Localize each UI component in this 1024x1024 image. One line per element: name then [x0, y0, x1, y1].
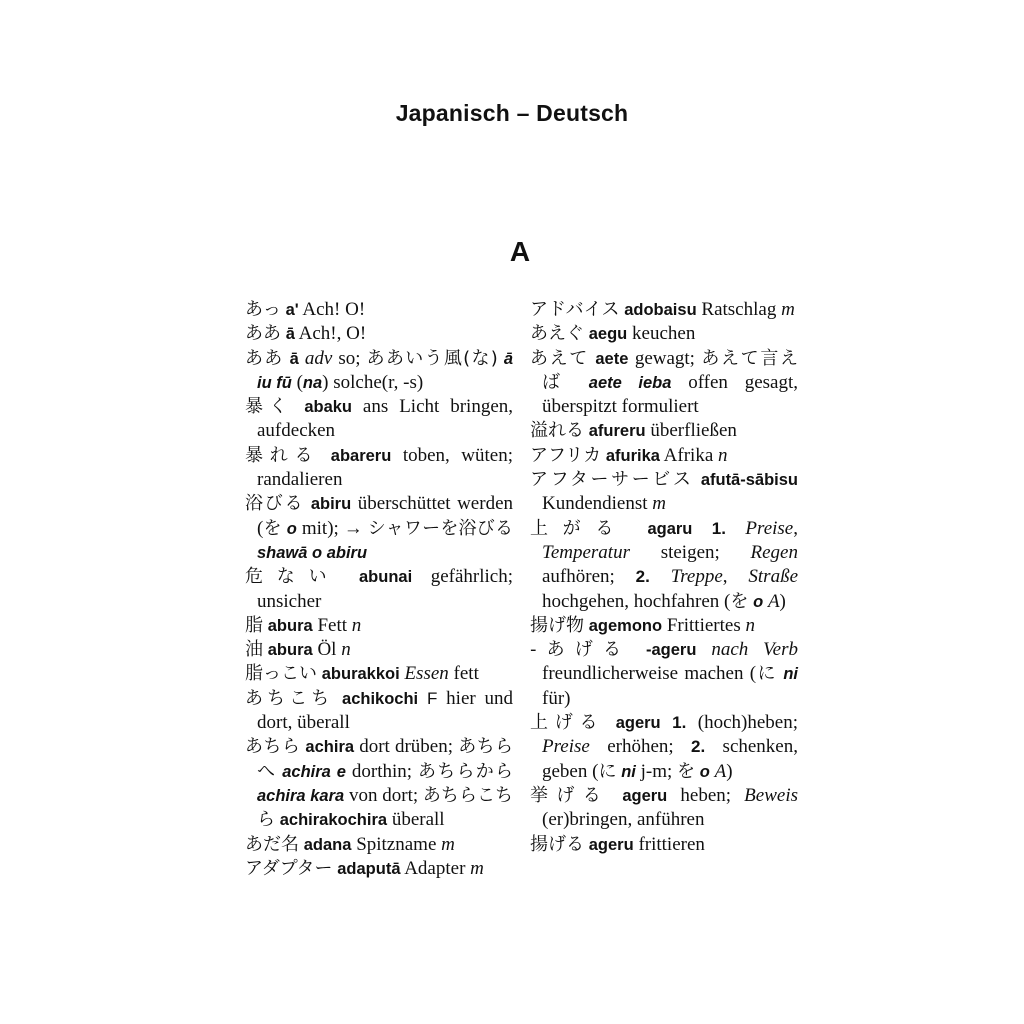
entry-text: ans Licht bringen, aufdecken — [257, 396, 514, 442]
dictionary-entry — [530, 322, 798, 346]
entry-text: gefährlich; unsicher — [257, 566, 514, 612]
entry-text — [693, 469, 700, 490]
entry-romanization: shawā o abiru — [257, 543, 368, 562]
entry-text: für) — [542, 687, 571, 709]
entry-text — [650, 566, 671, 587]
entry-grammar-label: n — [718, 444, 728, 466]
entry-text: fett — [448, 663, 479, 685]
dictionary-entry — [245, 857, 513, 881]
entry-romanization: ageru — [588, 835, 634, 854]
entry-headword: アドバイス — [530, 299, 620, 320]
dictionary-entry — [245, 687, 513, 736]
entry-grammar-label: Temperatur — [542, 541, 630, 563]
dictionary-entry — [245, 662, 513, 686]
entry-text: toben, wüten; randalieren — [257, 444, 513, 491]
entry-text: ( — [291, 371, 303, 393]
entry-text: Ach!, O! — [294, 323, 367, 345]
entry-headword: あちらから — [418, 760, 514, 782]
entry-headword: あっ — [245, 299, 281, 320]
entry-text: überall — [387, 809, 445, 831]
dictionary-entry — [530, 638, 798, 711]
entry-romanization: afurika — [605, 446, 660, 465]
entry-text: mit); → — [296, 517, 368, 539]
entry-text: Adapter — [400, 857, 471, 879]
entry-grammar-label: m — [470, 857, 484, 879]
dictionary-entry — [530, 347, 798, 420]
entry-romanization: abaku — [304, 398, 352, 417]
entry-romanization: adaputā — [337, 859, 401, 878]
entry-text: von dort; — [344, 784, 423, 806]
section-letter-heading: A — [509, 236, 531, 267]
entry-text: Afrika — [659, 444, 719, 466]
entry-romanization: agemono — [588, 616, 663, 635]
entry-headword: ああ — [245, 347, 284, 369]
entry-headword: 油 — [245, 639, 263, 661]
entry-text: so; — [332, 347, 367, 369]
dictionary-entry — [245, 735, 513, 832]
entry-grammar-label: Beweis — [744, 784, 798, 806]
entry-text: ) — [726, 760, 733, 782]
entry-romanization: afureru — [588, 422, 646, 441]
entry-romanization: o — [286, 519, 297, 538]
entry-romanization: aete — [595, 349, 629, 368]
entry-text: dort drüben; — [354, 736, 459, 758]
dictionary-entry — [530, 419, 798, 443]
entry-text: , — [793, 517, 798, 539]
entry-headword: あちこち — [245, 687, 334, 709]
entry-text: , — [722, 566, 749, 588]
entry-grammar-label: Treppe — [670, 566, 723, 588]
entry-text: erhöhen; — [589, 736, 692, 758]
entry-headword: 脂っこい — [245, 663, 317, 685]
entry-text: gewagt; — [628, 347, 702, 369]
entry-grammar-label: A — [714, 760, 727, 782]
entry-romanization: ageru — [622, 786, 668, 805]
entry-text: Ratschlag — [696, 299, 782, 320]
entry-romanization: o — [699, 762, 710, 781]
entry-headword: あちらへ — [257, 736, 514, 782]
entry-text — [628, 518, 647, 539]
entry-romanization: aete ieba — [588, 373, 672, 392]
entry-grammar-label: n — [341, 639, 351, 661]
entry-grammar-label: A — [767, 590, 780, 612]
entry-text — [692, 518, 711, 539]
entry-romanization: ageru — [615, 714, 661, 733]
entry-headword: シャワーを浴びる — [367, 517, 514, 539]
entry-headword: 浴びる — [245, 493, 305, 515]
entry-headword: を — [263, 517, 282, 539]
dictionary-column-right — [530, 298, 798, 857]
entry-text: offen gesagt, überspitzt formuliert — [542, 371, 798, 418]
entry-romanization: ni — [783, 665, 798, 684]
entry-text — [319, 445, 331, 466]
dictionary-entry — [530, 711, 798, 784]
entry-text: steigen; — [629, 541, 751, 563]
entry-romanization: a' — [285, 301, 299, 319]
entry-headword: あちら — [245, 736, 301, 758]
entry-text: hier und dort, überall — [257, 687, 514, 734]
entry-text: hochgehen, hochfahren ( — [542, 590, 731, 612]
entry-headword: あえぐ — [530, 323, 584, 345]
entry-romanization: abura — [267, 616, 313, 635]
entry-grammar-label: Preise — [745, 517, 794, 539]
entry-text: keuchen — [627, 323, 696, 345]
entry-romanization: o — [753, 592, 764, 611]
entry-text: überfließen — [645, 420, 737, 442]
dictionary-entry — [245, 833, 513, 857]
sense-number: 2. — [691, 737, 706, 757]
entry-romanization: ni — [621, 762, 636, 781]
dictionary-entry — [530, 833, 798, 857]
entry-text: schenken, geben ( — [542, 736, 798, 782]
entry-headword: アフリカ — [530, 444, 602, 466]
entry-text: F — [426, 688, 438, 708]
entry-headword: 揚げる — [530, 833, 584, 855]
entry-text: überschüttet werden ( — [257, 493, 514, 539]
entry-text: Frittiertes — [662, 614, 746, 636]
entry-grammar-label: m — [441, 833, 455, 855]
entry-romanization: ā — [289, 349, 299, 368]
entry-romanization: adana — [303, 835, 352, 854]
dictionary-entry — [245, 565, 513, 614]
entry-headword: あえて — [530, 347, 589, 369]
entry-romanization: na — [302, 373, 323, 392]
entry-headword: を — [677, 760, 696, 782]
entry-text: (hoch)heben; — [686, 712, 799, 734]
dictionary-entry — [245, 444, 513, 493]
dictionary-entry — [530, 298, 798, 322]
entry-romanization: ā iu fū — [257, 349, 514, 392]
entry-grammar-label: adv — [304, 347, 333, 369]
entry-romanization: afutā-sābisu — [700, 471, 798, 490]
entry-headword: 暴く — [245, 396, 294, 418]
entry-text: freundlicherweise machen ( — [542, 663, 757, 685]
entry-headword: あえて言えば — [542, 347, 798, 393]
entry-text: j-m; — [635, 760, 678, 782]
entry-text — [631, 639, 646, 660]
entry-headword: 溢れる — [530, 420, 584, 442]
dictionary-entry — [530, 517, 798, 614]
entry-romanization: achikochi — [342, 689, 419, 708]
entry-text: Spitzname — [351, 833, 442, 855]
entry-headword: 挙げる — [530, 784, 610, 806]
dictionary-entry — [245, 395, 513, 444]
entry-grammar-label: Preise — [542, 736, 590, 758]
dictionary-entry — [530, 468, 798, 517]
entry-headword: に — [756, 663, 778, 685]
dictionary-entry — [245, 347, 513, 396]
entry-romanization: achirakochira — [279, 811, 388, 830]
entry-headword: 上がる — [530, 517, 629, 539]
dictionary-entry — [245, 298, 513, 322]
entry-romanization: abareru — [330, 446, 392, 465]
entry-text: ) — [779, 590, 786, 612]
entry-grammar-label: Straße — [748, 566, 798, 588]
entry-text: Öl — [312, 639, 342, 661]
entry-headword: -あげる — [530, 639, 632, 661]
entry-text: aufhören; — [542, 566, 636, 588]
entry-romanization: achira — [305, 738, 355, 757]
entry-text — [418, 688, 427, 709]
entry-romanization: -ageru — [646, 641, 697, 660]
entry-text — [293, 396, 304, 417]
entry-headword: に — [598, 760, 617, 782]
entry-romanization: ā — [285, 325, 295, 344]
entry-headword: ああいう風(な) — [366, 347, 498, 369]
entry-romanization: agaru — [647, 519, 693, 538]
entry-headword: ああ — [245, 323, 281, 345]
entry-headword: 揚げ物 — [530, 614, 584, 636]
entry-headword: アダプター — [245, 857, 333, 879]
entry-text: Kundendienst — [542, 493, 653, 515]
entry-headword: あだ名 — [245, 833, 299, 855]
entry-text: Fett — [312, 614, 352, 636]
dictionary-entry — [245, 638, 513, 662]
entry-text — [609, 785, 622, 806]
dictionary-column-left — [245, 298, 513, 881]
entry-text: Ach! O! — [298, 299, 366, 320]
entry-headword: 危ない — [245, 566, 341, 588]
entry-text — [604, 712, 615, 733]
entry-romanization: achira e — [282, 762, 346, 781]
entry-grammar-label: Regen — [750, 541, 798, 563]
entry-text — [340, 566, 359, 587]
entry-romanization: aegu — [588, 325, 628, 344]
entry-text: ) solche(r, -s) — [322, 371, 424, 393]
entry-text: heben; — [667, 784, 745, 806]
entry-romanization: achira kara — [257, 786, 345, 805]
entry-headword: を — [730, 590, 749, 612]
dictionary-entry — [530, 614, 798, 638]
entry-grammar-label: m — [781, 299, 795, 320]
dictionary-entry — [530, 784, 798, 833]
entry-headword: アフターサービス — [530, 469, 694, 491]
entry-romanization: aburakkoi — [321, 665, 400, 684]
entry-romanization: abura — [267, 641, 313, 660]
entry-headword: 上げる — [530, 712, 605, 734]
entry-romanization: adobaisu — [624, 301, 697, 319]
sense-number: 1. — [711, 518, 726, 538]
entry-text — [726, 518, 745, 539]
entry-grammar-label: n — [745, 614, 755, 636]
dictionary-entry — [245, 322, 513, 346]
dictionary-entry — [245, 614, 513, 638]
entry-text: dorthin; — [345, 760, 419, 782]
entry-text — [696, 639, 711, 660]
entry-text — [661, 712, 672, 733]
entry-text: (er)bringen, anführen — [542, 809, 705, 831]
entry-romanization: abunai — [358, 568, 413, 587]
sense-number: 1. — [672, 713, 687, 733]
sense-number: 2. — [635, 567, 650, 587]
entry-grammar-label: m — [652, 493, 667, 515]
dictionary-entry — [530, 444, 798, 468]
entry-headword: あちらこちら — [257, 784, 514, 831]
entry-text — [572, 372, 589, 393]
entry-romanization: abiru — [310, 495, 352, 514]
dictionary-entry — [245, 492, 513, 565]
entry-grammar-label: Essen — [404, 663, 449, 685]
entry-grammar-label: n — [351, 614, 362, 636]
page-title: Japanisch – Deutsch — [395, 100, 629, 126]
entry-headword: 暴れる — [245, 444, 320, 466]
entry-headword: 脂 — [245, 614, 263, 636]
entry-grammar-label: nach Verb — [711, 639, 799, 661]
entry-text — [333, 688, 342, 709]
entry-text: frittieren — [633, 833, 705, 855]
